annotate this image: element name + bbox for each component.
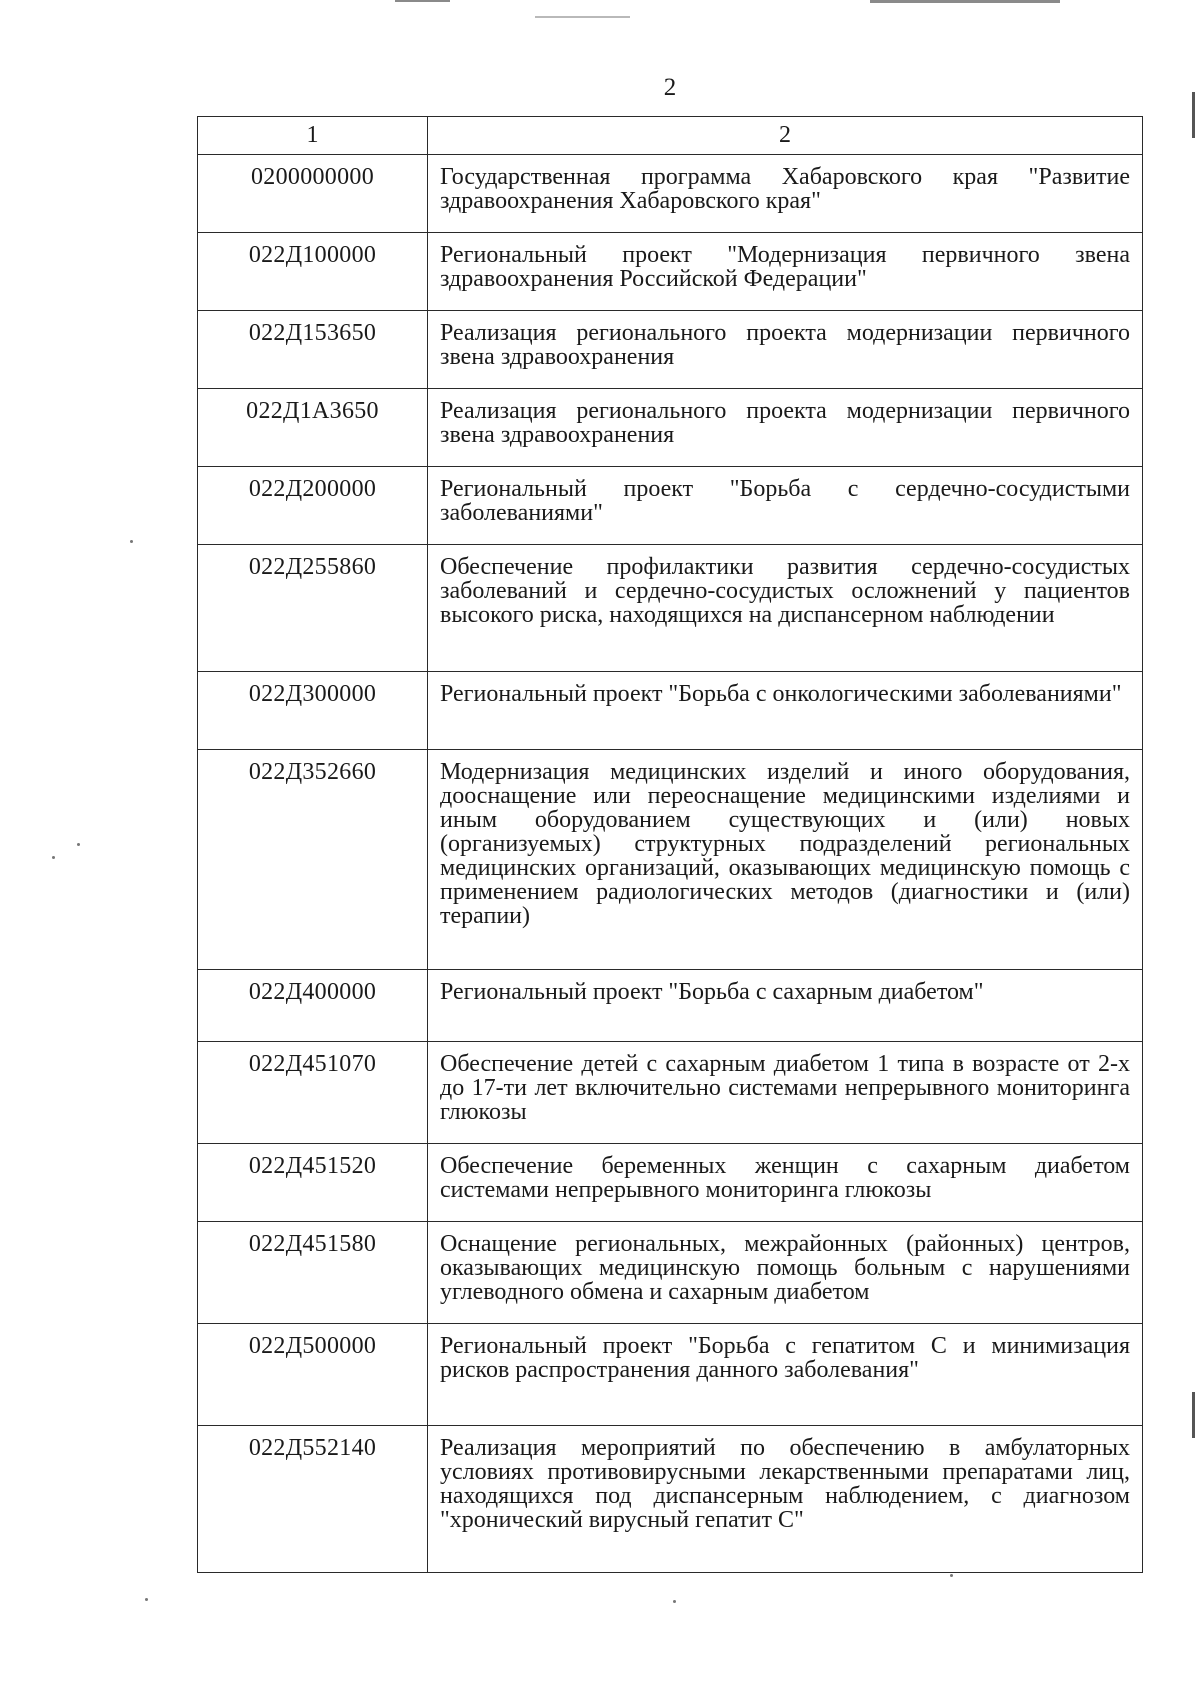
table-row (198, 1042, 1143, 1144)
table-row (198, 233, 1143, 311)
row-description: Региональный проект "Борьба с гепатитом С и минимизация рисков распространения данного заболевания" (428, 1324, 1143, 1426)
table-row (198, 389, 1143, 467)
table-row (198, 1426, 1143, 1573)
row-code: 022Д451070 (198, 1042, 428, 1144)
row-description: Региональный проект "Борьба с сердечно-сосудистыми заболеваниями" (428, 467, 1143, 545)
table-row (198, 467, 1143, 545)
row-description: Государственная программа Хабаровского края "Развитие здравоохранения Хабаровского края" (428, 155, 1143, 233)
row-description: Региональный проект "Модернизация первичного звена здравоохранения Российской Федерации" (428, 233, 1143, 311)
table-row (198, 1324, 1143, 1426)
row-description: Реализация мероприятий по обеспечению в амбулаторных условиях противовирусными лекарственными препаратами лиц, находящихся под диспансерным наблюдением, с диагнозом "хронический вирусный гепатит С" (428, 1426, 1143, 1573)
scan-artifact-top-right (870, 0, 1060, 3)
table-row (198, 672, 1143, 750)
row-code: 022Д300000 (198, 672, 428, 750)
scan-dot (52, 856, 55, 859)
row-code: 022Д255860 (198, 545, 428, 672)
row-description: Реализация регионального проекта модернизации первичного звена здравоохранения (428, 311, 1143, 389)
row-code: 022Д153650 (198, 311, 428, 389)
row-code: 022Д1А3650 (198, 389, 428, 467)
scan-artifact-top-left (395, 0, 450, 2)
row-code: 022Д451520 (198, 1144, 428, 1222)
scan-edge-mark-bottom (1192, 1392, 1195, 1438)
row-description: Реализация регионального проекта модернизации первичного звена здравоохранения (428, 389, 1143, 467)
row-code: 022Д352660 (198, 750, 428, 970)
row-code: 022Д451580 (198, 1222, 428, 1324)
table-row (198, 1222, 1143, 1324)
table-row (198, 750, 1143, 970)
row-description: Региональный проект "Борьба с сахарным диабетом" (428, 970, 1143, 1042)
row-code: 022Д200000 (198, 467, 428, 545)
table-row (198, 970, 1143, 1042)
table-row (198, 545, 1143, 672)
scan-dot (130, 540, 133, 543)
table-row (198, 155, 1143, 233)
budget-classification-table (197, 116, 1143, 1573)
scan-dot (950, 1574, 953, 1577)
scan-artifact-top-mid (535, 16, 630, 18)
row-code: 022Д400000 (198, 970, 428, 1042)
row-description: Обеспечение беременных женщин с сахарным диабетом системами непрерывного мониторинга глюкозы (428, 1144, 1143, 1222)
row-code: 022Д500000 (198, 1324, 428, 1426)
column-header-description: 2 (428, 117, 1143, 155)
row-description: Модернизация медицинских изделий и иного оборудования, дооснащение или переоснащение медицинскими изделиями и иным оборудованием существующих и (или) новых (организуемых) структурных подразделений региональных медицинских организаций, оказывающих медицинскую помощь с применением радиологических методов (диагностики и (или) терапии) (428, 750, 1143, 970)
row-code: 022Д100000 (198, 233, 428, 311)
row-code: 0200000000 (198, 155, 428, 233)
row-description: Обеспечение детей с сахарным диабетом 1 типа в возрасте от 2-х до 17-ти лет включительно системами непрерывного мониторинга глюкозы (428, 1042, 1143, 1144)
row-description: Обеспечение профилактики развития сердечно-сосудистых заболеваний и сердечно-сосудистых осложнений у пациентов высокого риска, находящихся на диспансерном наблюдении (428, 545, 1143, 672)
scan-dot (145, 1598, 148, 1601)
table-row (198, 311, 1143, 389)
scan-dot (673, 1600, 676, 1603)
row-code: 022Д552140 (198, 1426, 428, 1573)
scan-dot (77, 843, 80, 846)
column-header-code: 1 (198, 117, 428, 155)
table-header-row (198, 117, 1143, 155)
row-description: Оснащение региональных, межрайонных (районных) центров, оказывающих медицинскую помощь больным с нарушениями углеводного обмена и сахарным диабетом (428, 1222, 1143, 1324)
page-number: 2 (663, 74, 677, 101)
row-description: Региональный проект "Борьба с онкологическими заболеваниями" (428, 672, 1143, 750)
table-row (198, 1144, 1143, 1222)
